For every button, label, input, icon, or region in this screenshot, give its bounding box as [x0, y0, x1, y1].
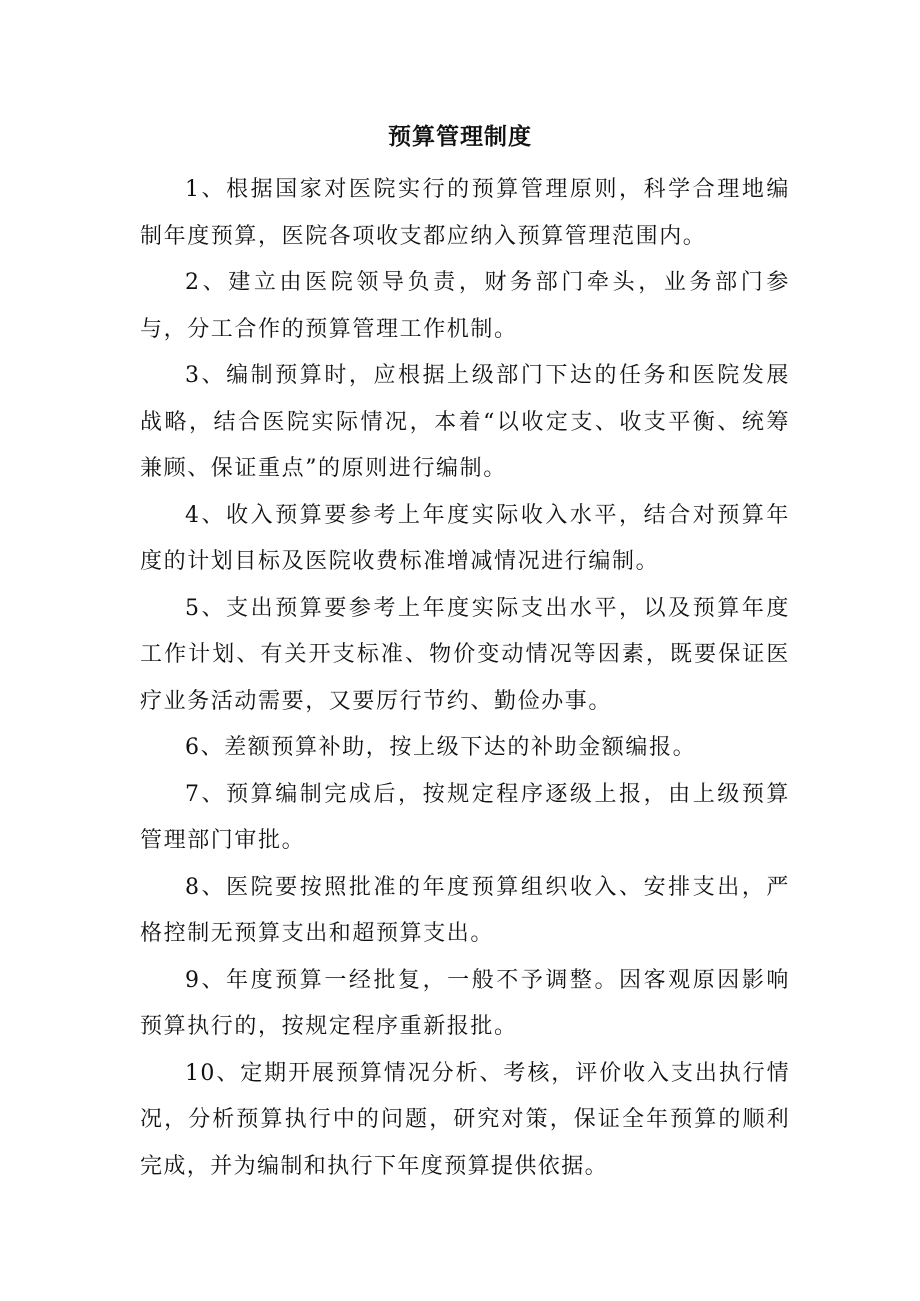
- paragraph-1: 1、根据国家对医院实行的预算管理原则，科学合理地编制年度预算，医院各项收支都应纳入预算管理范围内。: [140, 177, 790, 249]
- paragraph-7: 7、预算编制完成后，按规定程序逐级上报，由上级预算管理部门审批。: [140, 781, 790, 853]
- paragraph-2: 2、建立由医院领导负责，财务部门牵头，业务部门参与，分工合作的预算管理工作机制。: [140, 270, 790, 342]
- document-body: [140, 167, 790, 1190]
- paragraph-4: 4、收入预算要参考上年度实际收入水平，结合对预算年度的计划目标及医院收费标准增减情况进行编制。: [140, 502, 790, 574]
- paragraph-8: 8、医院要按照批准的年度预算组织收入、安排支出，严格控制无预算支出和超预算支出。: [140, 874, 790, 946]
- paragraph-9: 9、年度预算一经批复，一般不予调整。因客观原因影响预算执行的，按规定程序重新报批。: [140, 967, 790, 1039]
- paragraph-10: 10、定期开展预算情况分析、考核，评价收入支出执行情况，分析预算执行中的问题，研究对策，保证全年预算的顺利完成，并为编制和执行下年度预算提供依据。: [140, 1060, 790, 1179]
- paragraph-3: 3、编制预算时，应根据上级部门下达的任务和医院发展战略，结合医院实际情况，本着“以收定支、收支平衡、统筹兼顾、保证重点”的原则进行编制。: [140, 363, 790, 481]
- document-title: 预算管理制度: [388, 123, 532, 150]
- paragraph-5: 5、支出预算要参考上年度实际支出水平，以及预算年度工作计划、有关开支标准、物价变动情况等因素，既要保证医疗业务活动需要，又要厉行节约、勤俭办事。: [140, 595, 790, 714]
- paragraph-6: 6、差额预算补助，按上级下达的补助金额编报。: [185, 735, 697, 760]
